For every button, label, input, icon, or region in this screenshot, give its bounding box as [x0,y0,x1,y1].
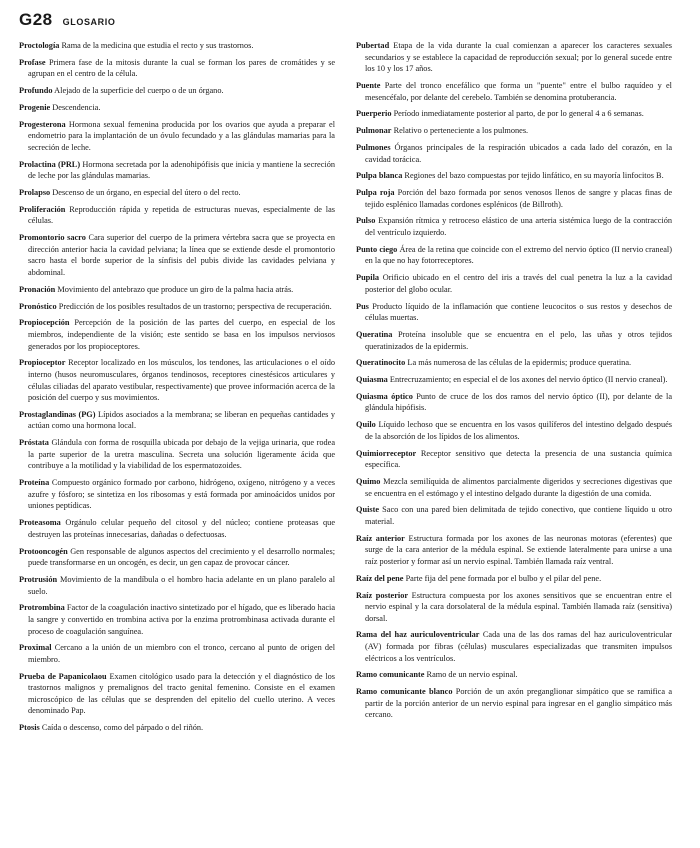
glossary-term: Pus [356,301,369,311]
glossary-entry [19,232,335,278]
glossary-definition: Compuesto orgánico formado por carbono, hidrógeno, oxígeno, nitrógeno y a veces azufre y fósforo; se sintetiza en los ribosomas y está formada por aminoácidos unidos por uniones peptídicas. [28,478,335,511]
glossary-definition: Punto de cruce de los dos ramos del nervio óptico (II), por delante de la glándula hipófisis. [365,391,673,413]
glossary-term: Profundo [19,86,53,96]
glossary-entry [356,374,672,386]
glossary-entry [19,642,335,665]
glossary-term: Progesterona [19,119,66,129]
glossary-definition: Factor de la coagulación inactivo sintetizado por el hígado, que es liberado hacia la sangre y convertido en trombina activa por la enzima protrombinasa activada durante el proceso de coagulación sanguínea. [28,603,335,636]
glossary-definition: Órganos principales de la respiración ubicados a cada lado del corazón, en la cavidad torácica. [365,142,673,164]
glossary-entry [356,504,672,527]
glossary-term: Queratina [356,329,393,339]
glossary-term: Quilo [356,420,376,430]
glossary-definition: Ramo de un nervio espinal. [426,670,518,680]
glossary-entry [19,574,335,597]
glossary-entry [19,317,335,352]
glossary-entry [356,80,672,103]
glossary-definition: Porción del bazo formada por senos venosos llenos de sangre y placas finas de tejido esplénico llamadas cordones esplénicos (de Billroth). [365,188,672,209]
glossary-entry [19,602,335,637]
glossary-term: Raíz anterior [356,533,405,543]
glossary-entry [356,533,672,568]
glossary-entry [356,573,672,585]
glossary-term: Quimo [356,477,381,486]
glossary-definition: Percepción de la posición de las partes del cuerpo, en especial de los miembros, independiente de la visión; este sentido se basa en los impulsos nerviosos generados por los propioceptores. [28,318,335,351]
glossary-term: Protrusión [19,574,58,584]
glossary-term: Prostaglandinas (PG) [19,409,96,419]
glossary-definition: Cercano a la unión de un miembro con el tronco, cercano al punto de origen del miembro. [28,643,336,664]
glossary-definition: Parte del tronco encefálico que forma un "puente" entre el bulbo raquídeo y el mesencéfalo, por delante del cerebelo. También se denomina protuberancia. [365,80,672,102]
page-header [19,10,115,32]
glossary-term: Profase [19,57,46,67]
glossary-term: Promontorio sacro [19,233,86,243]
glossary-definition: Entrecruzamiento; en especial el de los axones del nervio óptico (II nervio craneal). [389,375,668,385]
glossary-entry [356,329,672,352]
glossary-definition: Estructura formada por los axones de las neuronas motoras (eferentes) que surge de la cara anterior de la médula espinal. Se extiende lateralmente para unirse a una raíz posterior y formar así un nervio espinal. También llamada raíz ventral. [365,533,673,566]
glossary-definition: Primera fase de la mitosis durante la cual se forman los pares de cromátides y se agrupan en el centro de la célula. [28,57,335,79]
glossary-term: Pronación [19,284,56,294]
glossary-entry [19,284,335,296]
glossary-term: Ramo comunicante [356,670,425,680]
glossary-term: Pulmonar [356,126,392,136]
glossary-entry [19,187,335,199]
glossary-entry [19,204,335,227]
glossary-term: Progenie [19,102,51,112]
glossary-term: Puerperio [356,109,392,119]
glossary-definition: Descenso de un órgano, en especial del útero o del recto. [52,188,241,198]
glossary-term: Pulso [356,216,376,226]
glossary-definition: Rama de la medicina que estudia el recto y sus trastornos. [61,41,254,50]
glossary-definition: Parte fija del pene formada por el bulbo y el pilar del pene. [405,573,602,583]
glossary-definition: Gen responsable de algunos aspectos del crecimiento y el desarrollo normales; puede transformarse en un oncogén, es decir, un gen capaz de provocar cáncer. [28,546,335,568]
left-column [19,40,335,739]
glossary-entry [356,669,672,681]
glossary-definition: Producto líquido de la inflamación que contiene leucocitos o sus restos y desechos de células muertas. [365,301,673,323]
glossary-term: Protooncogén [19,546,68,556]
glossary-entry [356,590,672,625]
glossary-term: Puente [356,80,381,90]
glossary-entry [19,85,335,97]
glossary-entry [356,215,672,238]
glossary-entry [356,272,672,295]
glossary-definition: Orgánulo celular pequeño del citosol y del núcleo; contiene proteasas que destruyen las proteínas innecesarias, dañadas o defectuosas. [28,518,335,539]
glossary-term: Pubertad [356,41,390,50]
glossary-definition: Etapa de la vida durante la cual comienzan a aparecer los caracteres sexuales secundarios y se establece la capacidad de reproducción sexual; por lo general sucede entre los 10 y los 17 años. [365,41,673,74]
glossary-definition: Período inmediatamente posterior al parto, de por lo general 4 a 6 semanas. [393,109,644,119]
glossary-definition: Hormona secretada por la adenohipófisis que inicia y mantiene la secreción de leche por las glándulas mamarias. [28,159,335,181]
glossary-term: Queratinocito [356,358,406,368]
glossary-definition: Cara superior del cuerpo de la primera vértebra sacra que se proyecta en dirección anterior hacia la cavidad pelviana; la línea que se extiende desde el promontorio sacro hasta el borde superior de la sínfisis del pubis divide las cavidades pelviana y abdominal. [28,233,335,277]
glossary-entry [356,142,672,165]
glossary-term: Punto ciego [356,244,398,254]
glossary-entry [19,546,335,569]
glossary-term: Quiasma óptico [356,391,413,401]
glossary-term: Pulmones [356,142,391,152]
glossary-term: Quiste [356,505,380,515]
glossary-entry [19,477,335,512]
glossary-entry [356,391,672,414]
glossary-term: Rama del haz auriculoventricular [356,630,480,640]
glossary-term: Proximal [19,643,52,653]
glossary-entry [356,476,672,499]
glossary-entry [356,187,672,210]
glossary-entry [19,517,335,540]
glossary-definition: Glándula con forma de rosquilla ubicada por debajo de la vejiga urinaria, que rodea la parte superior de la uretra masculina. Secreta una solución ligeramente ácida que contribuye a la motilidad y la viabilidad de los espermatozoides. [28,438,335,471]
glossary-entry [19,357,335,403]
glossary-term: Pupila [356,273,380,283]
glossary-entry [19,102,335,114]
glossary-term: Prueba de Papanicolaou [19,671,107,681]
glossary-entry [19,119,335,154]
glossary-entry [356,125,672,137]
glossary-term: Raíz posterior [356,590,409,600]
glossary-term: Prolactina (PRL) [19,159,81,169]
glossary-definition: Receptor localizado en los músculos, los tendones, las articulaciones o el oído interno (husos neuromusculares, órganos tendinosos, receptores cinestésicos articulares y células ciliadas del aparato vestibular, respectivamente) que provee información acerca de la posición del cuerpo y sus movimientos. [28,358,336,403]
section-title: GLOSARIO [62,17,116,27]
glossary-definition: Orificio ubicado en el centro del iris a través del cual penetra la luz a la cavidad posterior del globo ocular. [365,273,672,294]
glossary-term: Pulpa roja [356,188,395,198]
glossary-term: Raíz del pene [356,573,404,583]
glossary-definition: Movimiento de la mandíbula o el hombro hacia adelante en un plano paralelo al suelo. [28,574,335,596]
glossary-definition: Regiones del bazo compuestas por tejido linfático, en su mayoría linfocitos B. [404,171,664,181]
glossary-definition: La más numerosa de las células de la epidermis; produce queratina. [407,358,632,368]
glossary-definition: Porción de un axón preganglionar simpático que se ramifica a partir de la porción anterior de un nervio espinal para ingresar en el ganglio simpático más cercano. [365,687,673,720]
glossary-definition: Hormona sexual femenina producida por los ovarios que ayuda a preparar el endometrio para la implantación de un óvulo fecundado y a las glándulas mamarias para la secreción de leche. [28,119,336,152]
glossary-term: Ptosis [19,723,40,733]
glossary-entry [356,40,672,75]
glossary-entry [19,57,335,80]
glossary-entry [19,722,335,734]
glossary-term: Propiocepción [19,318,70,328]
glossary-entry [19,40,335,52]
right-column [356,40,672,726]
glossary-definition: Reproducción rápida y repetida de estructuras nuevas, especialmente de las células. [28,204,335,226]
glossary-term: Ramo comunicante blanco [356,687,453,697]
glossary-definition: Mezcla semilíquida de alimentos parcialmente digeridos y secreciones digestivas que se encuentra en el estómago y el intestino delgado durante la digestión de una comida. [365,477,673,498]
glossary-entry [356,686,672,721]
glossary-term: Quiasma [356,375,388,385]
glossary-entry [356,357,672,369]
glossary-entry [19,409,335,432]
glossary-definition: Examen citológico usado para la detección y el diagnóstico de los trastornos malignos y premalignos del tracto genital femenino. Consiste en el examen microscópico de las células que se desprenden del epitelio del cuello uterino. A veces denominado Pap. [28,671,336,716]
page-number: G28 [19,10,53,29]
glossary-definition: Lípidos asociados a la membrana; se liberan en pequeñas cantidades y actúan como una hormona local. [28,409,336,431]
glossary-definition: Expansión rítmica y retroceso elástico de una arteria sistémica luego de la contracción del ventrículo izquierdo. [365,216,672,238]
glossary-definition: Líquido lechoso que se encuentra en los vasos quilíferos del intestino delgado después de la absorción de los lípidos de los alimentos. [365,420,672,441]
glossary-entry [356,448,672,471]
glossary-definition: Movimiento del antebrazo que produce un giro de la palma hacia atrás. [57,284,294,294]
glossary-definition: Receptor sensitivo que detecta la presencia de una sustancia química específica. [365,448,672,470]
glossary-term: Pulpa blanca [356,171,403,181]
glossary-term: Pronóstico [19,301,57,311]
glossary-definition: Predicción de los posibles resultados de un trastorno; perspectiva de recuperación. [58,301,332,311]
glossary-definition: Relativo o perteneciente a los pulmones. [393,126,529,136]
glossary-entry [19,671,335,717]
glossary-entry [19,437,335,472]
glossary-entry [356,108,672,120]
glossary-entry [19,301,335,313]
glossary-term: Próstata [19,438,49,448]
glossary-term: Proteasoma [19,518,61,528]
glossary-entry [356,244,672,267]
glossary-term: Quimiorreceptor [356,448,417,458]
glossary-definition: Cada una de las dos ramas del haz auriculoventricular (AV) formada por fibras (células) musculares especializadas que transmiten impulsos eléctricos a los ventrículos. [365,630,672,663]
glossary-entry [19,159,335,182]
glossary-term: Proliferación [19,204,66,214]
glossary-entry [356,629,672,664]
glossary-term: Prolapso [19,188,51,198]
glossary-definition: Caída o descenso, como del párpado o del riñón. [41,723,204,733]
glossary-definition: Proteína insoluble que se encuentra en el pelo, las uñas y otros tejidos queratinizados de la epidermis. [365,329,672,351]
glossary-definition: Descendencia. [52,102,101,112]
glossary-entry [356,170,672,182]
glossary-definition: Alejado de la superficie del cuerpo o de un órgano. [54,86,224,96]
glossary-definition: Estructura compuesta por los axones sensitivos que se encuentran entre el nervio espinal y la cara dorsolateral de la médula espinal. También llamada raíz (sensitiva) dorsal. [365,590,672,623]
glossary-definition: Área de la retina que coincide con el extremo del nervio óptico (II nervio craneal) en la que no hay fotorreceptores. [365,244,672,266]
glossary-term: Proctología [19,41,60,50]
glossary-entry [356,419,672,442]
glossary-term: Proteína [19,478,50,488]
glossary-definition: Saco con una pared bien delimitada de tejido conectivo, que contiene líquido u otro material. [365,505,673,526]
glossary-entry [356,301,672,324]
glossary-term: Protrombina [19,603,65,613]
glossary-term: Propioceptor [19,358,66,368]
